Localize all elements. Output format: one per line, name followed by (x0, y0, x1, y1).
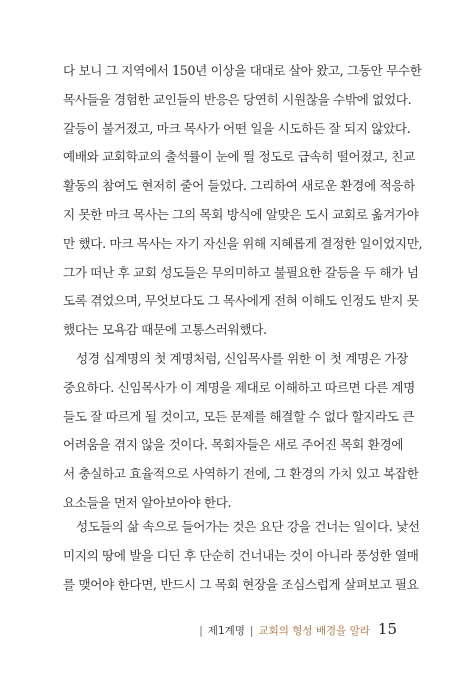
footer-separator: | (249, 625, 254, 637)
text-line: 미지의 땅에 발을 디딘 후 단순히 건너내는 것이 아니라 풍성한 열매 (63, 547, 419, 563)
text-line: 요소들을 먼저 알아보아야 한다. (63, 495, 232, 510)
text-line: 어려움을 겪지 않을 것이다. 목회자들은 새로 주어진 목회 환경에 (63, 437, 404, 453)
text-line: 목사들을 경험한 교인들의 반응은 당연히 시원찮을 수밖에 없었다. (63, 91, 412, 107)
page-number: 15 (377, 620, 397, 638)
text-line: 지 못한 마크 목사는 그의 목회 방식에 알맞은 도시 교회로 옮겨가야 (63, 207, 419, 222)
text-line: 활동의 참여도 현저히 줄어 들었다. 그리하여 새로운 환경에 적응하 (63, 178, 415, 194)
text-line: 들도 잘 따르게 될 것이고, 모든 문제를 해결할 수 없다 할지라도 큰 (63, 408, 415, 424)
text-line: 했다는 모욕감 때문에 고통스러워했다. (63, 322, 267, 338)
text-line: 중요하다. 신임목사가 이 계명을 제대로 이해하고 따르면 다른 계명 (63, 379, 415, 395)
text-line: 성경 십계명의 첫 계명처럼, 신임목사를 위한 이 첫 계명은 가장 (76, 351, 408, 366)
footer-chapter: 제1계명 (207, 625, 245, 637)
text-line: 예배와 교회학교의 출석률이 눈에 띌 정도로 급속히 떨어졌고, 친교 (63, 149, 415, 165)
text-line: 성도들의 삶 속으로 들어가는 것은 요단 강을 건너는 일이다. 낯선 (76, 519, 420, 534)
footer-section-title: 교회의 형성 배경을 알라 (258, 625, 370, 637)
text-line: 갈등이 불거졌고, 마크 목사가 어떤 일을 시도하든 잘 되지 않았다. (63, 120, 411, 136)
text-line: 를 맺어야 한다면, 반드시 그 목회 현장을 조심스럽게 살펴보고 필요 (63, 576, 419, 592)
footer-separator: | (199, 625, 203, 637)
running-footer (199, 620, 397, 638)
text-line: 그가 떠난 후 교회 성도들은 무의미하고 불필요한 갈등을 두 해가 넘 (63, 264, 419, 280)
text-line: 도록 겪었으며, 무엇보다도 그 목사에게 전혀 이해도 인정도 받지 못 (63, 293, 419, 309)
text-line: 서 충실하고 효율적으로 사역하기 전에, 그 환경의 가치 있고 복잡한 (63, 466, 419, 482)
text-line: 다 보니 그 지역에서 150년 이상을 대대로 살아 왔고, 그동안 무수한 (63, 63, 422, 78)
text-line: 만 했다. 마크 목사는 자기 자신을 위해 지혜롭게 결정한 일이었지만, (63, 235, 423, 251)
